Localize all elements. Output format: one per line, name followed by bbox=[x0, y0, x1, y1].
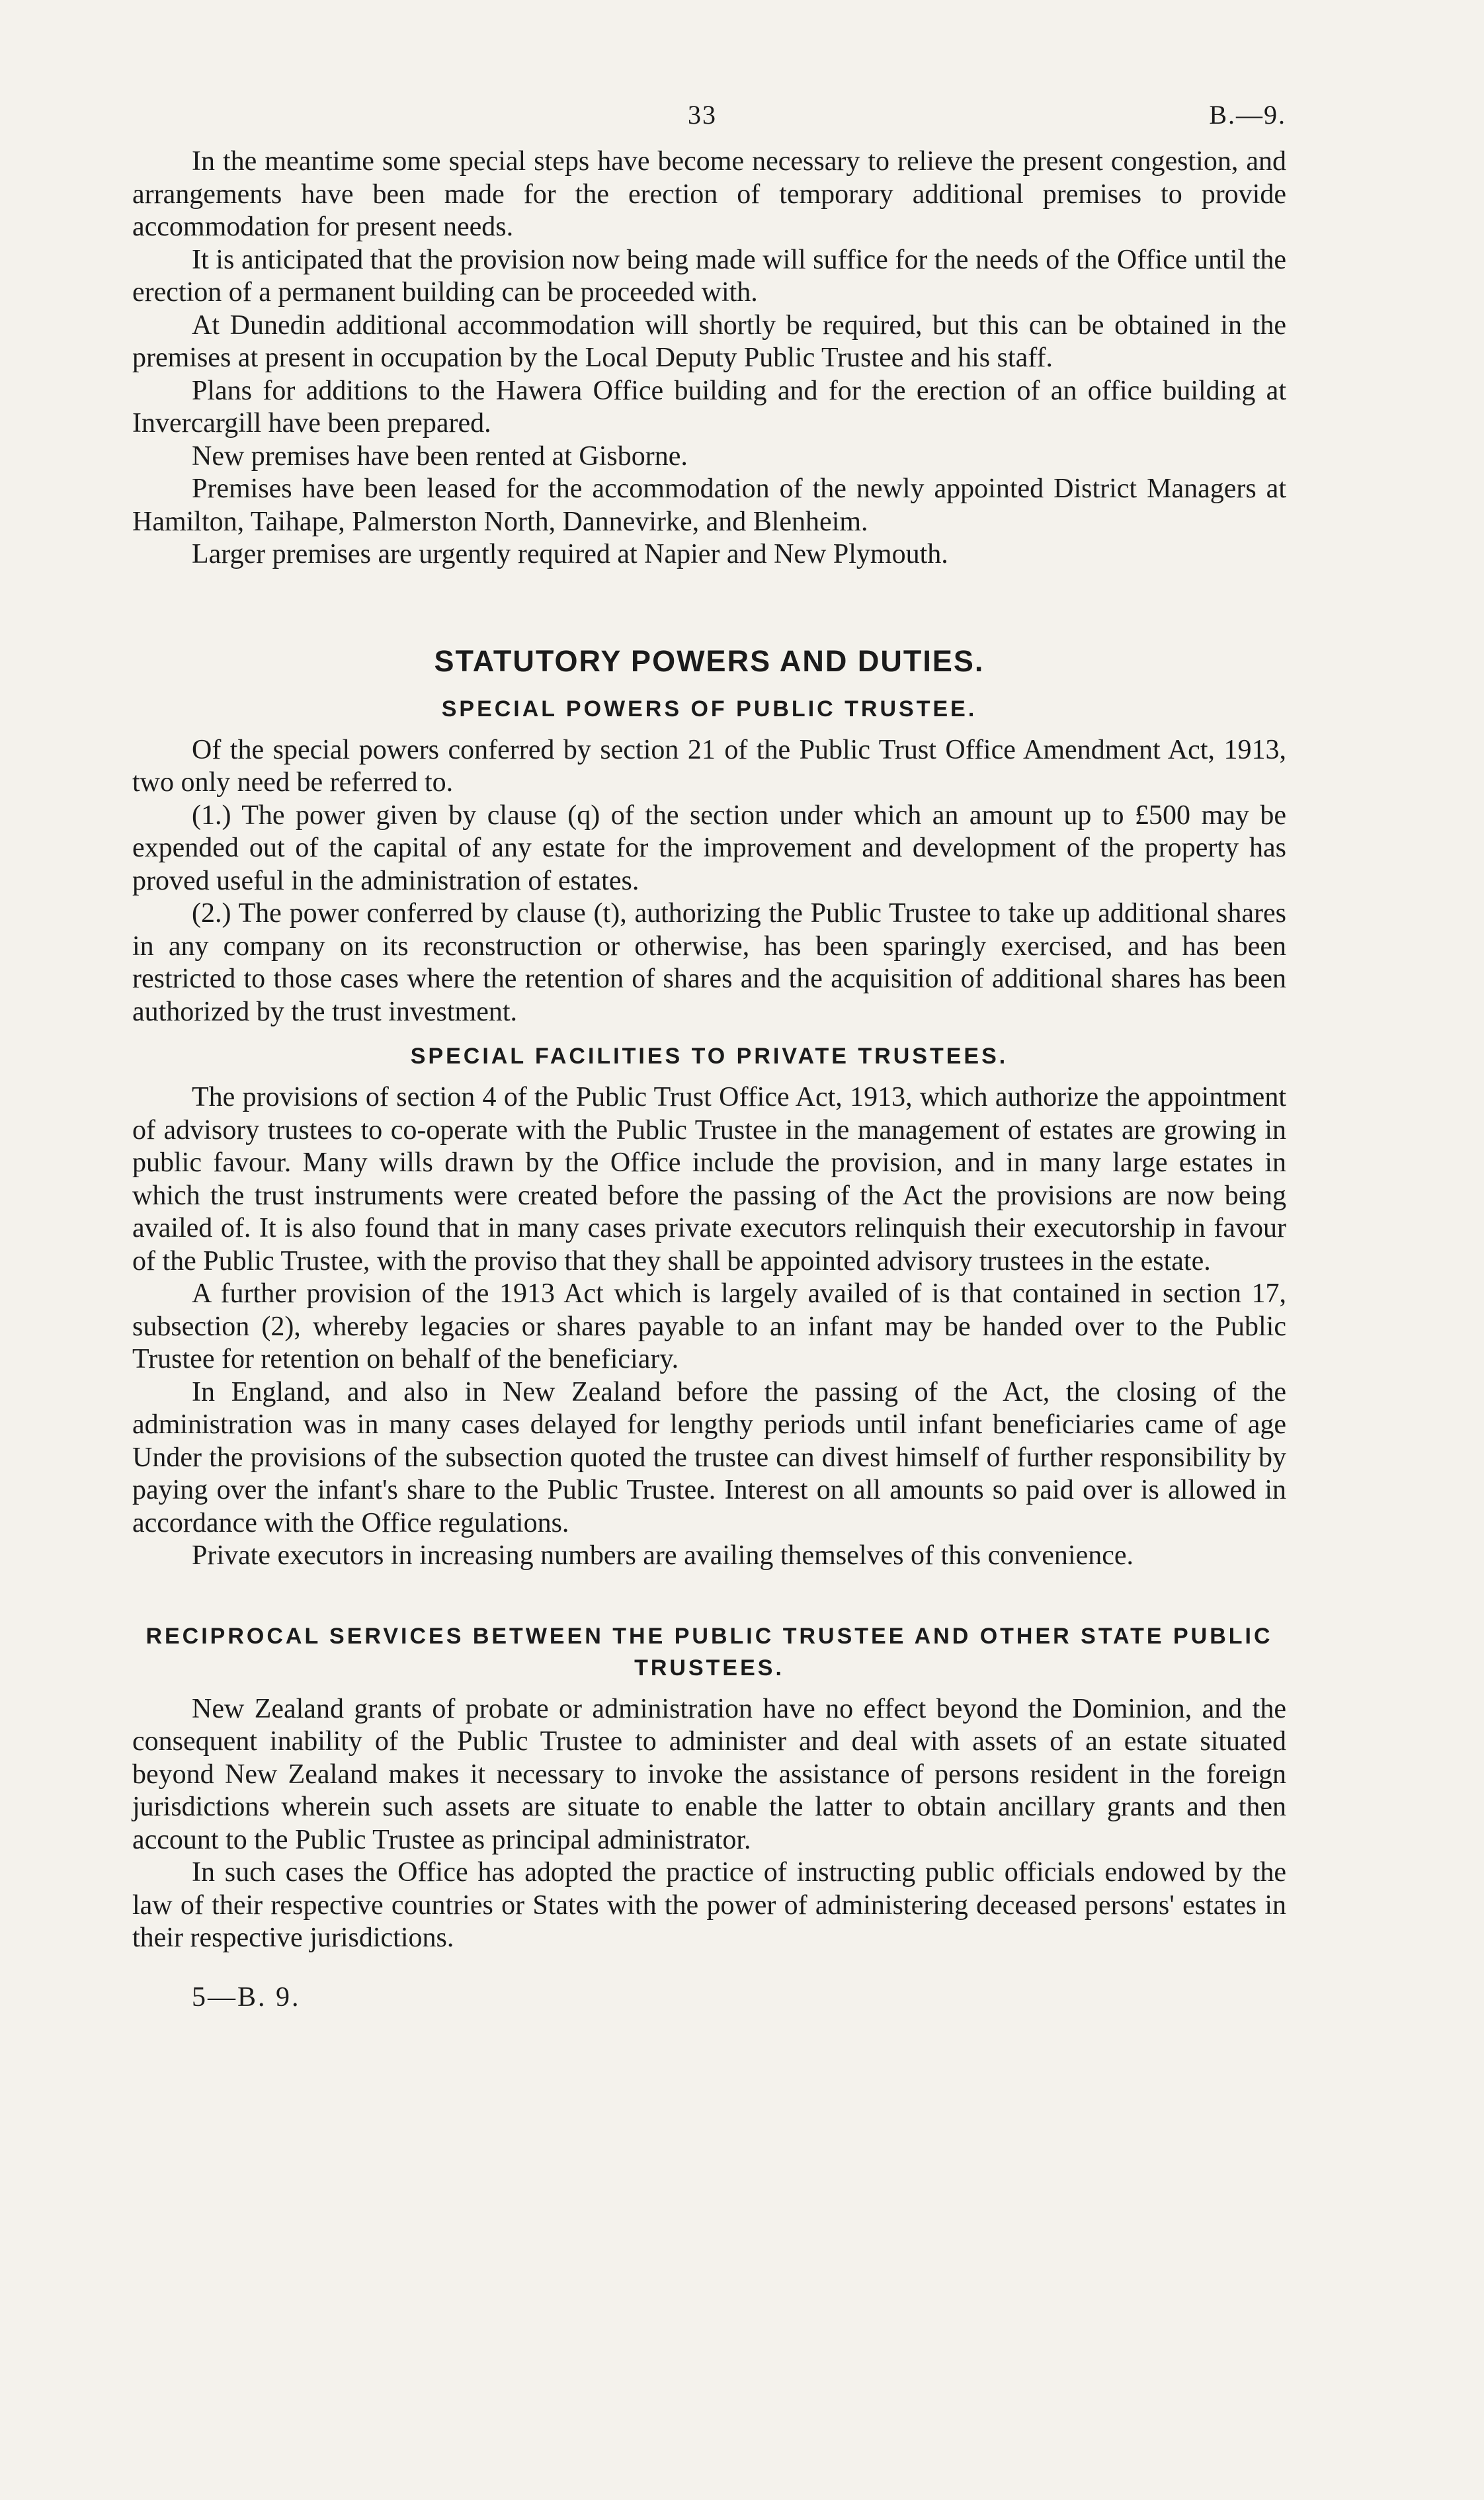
signature-mark: 5—B. 9. bbox=[192, 1981, 301, 2013]
page-number: 33 bbox=[688, 100, 717, 130]
reciprocal-services-section bbox=[132, 1620, 1286, 1955]
paragraph: In England, and also in New Zealand before the passing of the Act, the closing of the administration was in many cases delayed for lengthy periods until infant beneficiaries came of age Under the provisions of the subsection quoted the trustee can divest himself of further responsibility by paying over the infant's share to the Public Trustee. Interest on all amounts so paid over is allowed in accordance with the Office regulations. bbox=[132, 1376, 1286, 1538]
special-powers-section bbox=[132, 693, 1286, 1029]
running-head bbox=[132, 99, 1286, 146]
paragraph: Premises have been leased for the accommodation of the newly appointed District Managers at Hamilton, Taihape, Palmerston North, Dannevirke, and Blenheim. bbox=[132, 474, 1286, 537]
paragraph: Plans for additions to the Hawera Office building and for the erection of an office building at Invercargill have been prepared. bbox=[132, 375, 1286, 438]
paragraph: Larger premises are urgently required at Napier and New Plymouth. bbox=[192, 539, 948, 569]
document-page bbox=[132, 99, 1286, 2454]
intro-section bbox=[132, 146, 1286, 571]
section-heading-statutory-powers: STATUTORY POWERS AND DUTIES. bbox=[434, 644, 985, 678]
special-facilities-section bbox=[132, 1040, 1286, 1573]
subheading-reciprocal-services: RECIPROCAL SERVICES BETWEEN THE PUBLIC TRUSTEE AND OTHER STATE PUBLIC TRUSTEES. bbox=[145, 1623, 1273, 1681]
paragraph: (1.) The power given by clause (q) of the section under which an amount up to £500 may be expended out of the capital of any estate for the improvement and development of the property has proved useful in the administration of estates. bbox=[132, 800, 1286, 896]
paragraph: New premises have been rented at Gisborne. bbox=[192, 440, 688, 472]
sheet-reference: B.—9. bbox=[1209, 100, 1286, 130]
paragraph: A further provision of the 1913 Act which is largely availed of is that contained in section 17, subsection (2), whereby legacies or shares payable to an infant may be handed over to the Public Trustee for retention on behalf of the beneficiary. bbox=[132, 1278, 1286, 1374]
paragraph: The provisions of section 4 of the Public Trust Office Act, 1913, which authorize the appointment of advisory trustees to co-operate with the Public Trustee in the management of estates are growing in public favour. Many wills drawn by the Office include the provision, and in many large estates in which the trust instruments were created before the passing of the Act the provisions are now being availed of. It is also found that in many cases private executors relinquish their executorship in favour of the Public Trustee, with the proviso that they shall be appointed advisory trustees in the estate. bbox=[132, 1082, 1286, 1276]
paragraph: At Dunedin additional accommodation will shortly be required, but this can be obtained in the premises at present in occupation by the Local Deputy Public Trustee and his staff. bbox=[132, 310, 1286, 373]
paragraph: It is anticipated that the provision now being made will suffice for the needs of the Office until the erection of a permanent building can be proceeded with. bbox=[132, 244, 1286, 308]
subheading-special-facilities: SPECIAL FACILITIES TO PRIVATE TRUSTEES. bbox=[410, 1044, 1009, 1069]
paragraph: Of the special powers conferred by section 21 of the Public Trust Office Amendment Act, 1913, two only need be referred to. bbox=[132, 734, 1286, 798]
paragraph: (2.) The power conferred by clause (t), authorizing the Public Trustee to take up additional shares in any company on its reconstruction or otherwise, has been sparingly exercised, and has been restricted to those cases where the retention of shares and the acquisition of additional shares has been authorized by the trust investment. bbox=[132, 898, 1286, 1027]
paragraph: In the meantime some special steps have become necessary to relieve the present congestion, and arrangements have been made for the erection of temporary additional premises to provide accommodation for present needs. bbox=[132, 146, 1286, 242]
paragraph: Private executors in increasing numbers are availing themselves of this convenience. bbox=[192, 1540, 1134, 1571]
paragraph: In such cases the Office has adopted the practice of instructing public officials endowed by the law of their respective countries or States with the power of administering deceased persons' estates in their respective jurisdictions. bbox=[132, 1857, 1286, 1953]
subheading-special-powers: SPECIAL POWERS OF PUBLIC TRUSTEE. bbox=[441, 696, 977, 722]
paragraph: New Zealand grants of probate or administration have no effect beyond the Dominion, and the consequent inability of the Public Trustee to administer and deal with assets of an estate situated beyond New Zealand makes it necessary to invoke the assistance of persons resident in the foreign jurisdictions wherein such assets are situate to enable the latter to obtain ancillary grants and then account to the Public Trustee as principal administrator. bbox=[132, 1693, 1286, 1855]
